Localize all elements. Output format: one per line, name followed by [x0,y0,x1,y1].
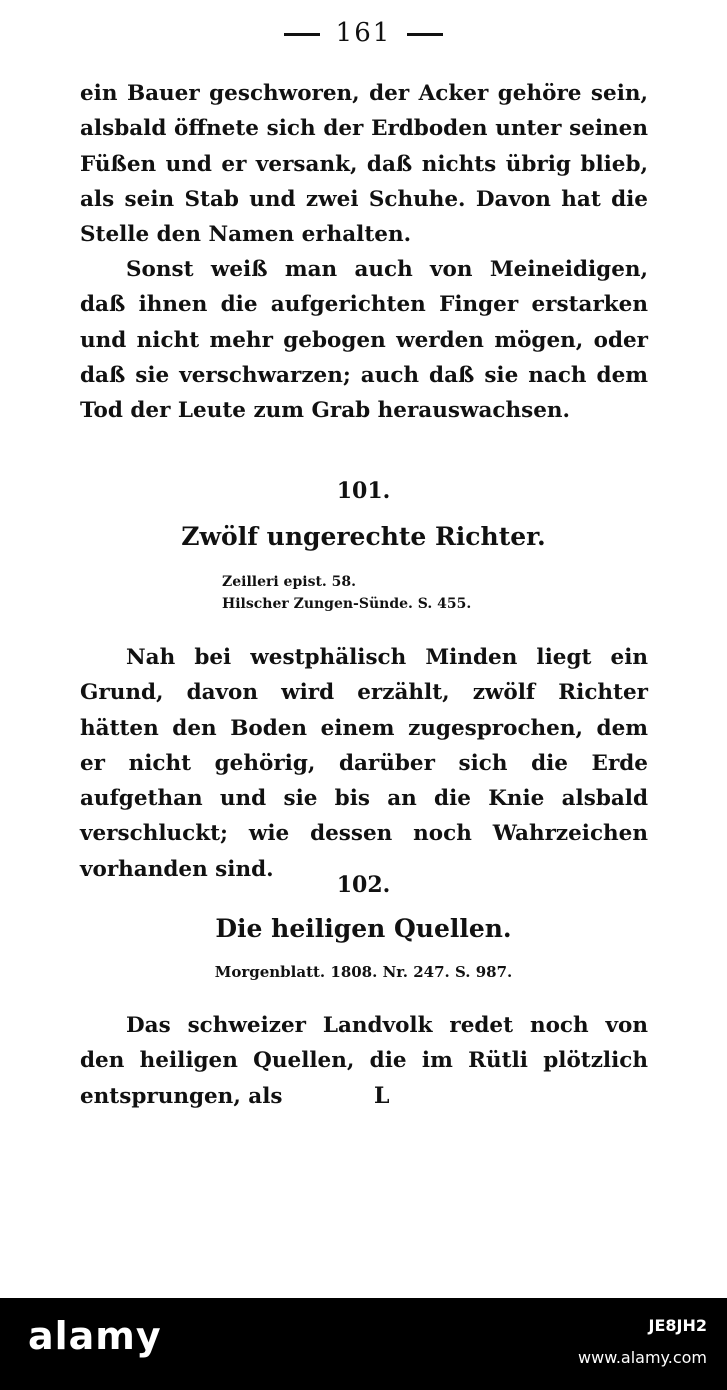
section-101-text: Nah bei westphälisch Minden liegt ein Grund, davon wird erzählt, zwölf Richter hätten den Boden einem zugesprochen, dem er nicht gehörig, darüber sich die Erde aufgethan und sie bis an die Knie alsbald verschluckt; wie dessen noch Wahrzeichen vorhanden sind. [80,645,648,882]
paragraph-meineid: Sonst weiß man auch von Meineidigen, daß ihnen die aufgerichten Finger erstarken und nicht mehr gebogen werden mögen, oder daß sie verschwarzen; auch daß sie nach dem Tod der Leute zum Grab herauswachsen. [80,257,648,424]
image-id: JE8JH2 [648,1316,707,1335]
watermark-footer [0,1298,727,1390]
section-102-number: 102. [336,872,391,898]
section-101-source-1: Zeilleri epist. 58. [222,574,357,590]
page-number: 161 [335,18,392,48]
signature-mark: L [374,1083,390,1109]
footer-url: www.alamy.com [578,1348,707,1367]
section-102-title: Die heiligen Quellen. [215,914,512,943]
alamy-logo: alamy [28,1314,162,1358]
paragraph-continued: ein Bauer geschworen, der Acker gehöre sein, alsbald öffnete sich der Erdboden unter seinen Füßen und er versank, daß nichts übrig blieb, als sein Stab und zwei Schuhe. Davon hat die Stelle den Namen erhalten. [80,81,648,248]
section-101-source-2: Hilscher Zungen-Sünde. S. 455. [222,596,472,612]
header-dash-left [284,33,320,36]
header-dash-right [407,33,443,36]
section-101-title: Zwölf ungerechte Richter. [181,522,546,551]
page-header [0,18,727,48]
section-101-number: 101. [336,478,391,504]
section-102-source: Morgenblatt. 1808. Nr. 247. S. 987. [214,963,513,981]
section-102-text: Das schweizer Landvolk redet noch von den heiligen Quellen, die im Rütli plötzlich entsprungen, als [80,1013,648,1109]
